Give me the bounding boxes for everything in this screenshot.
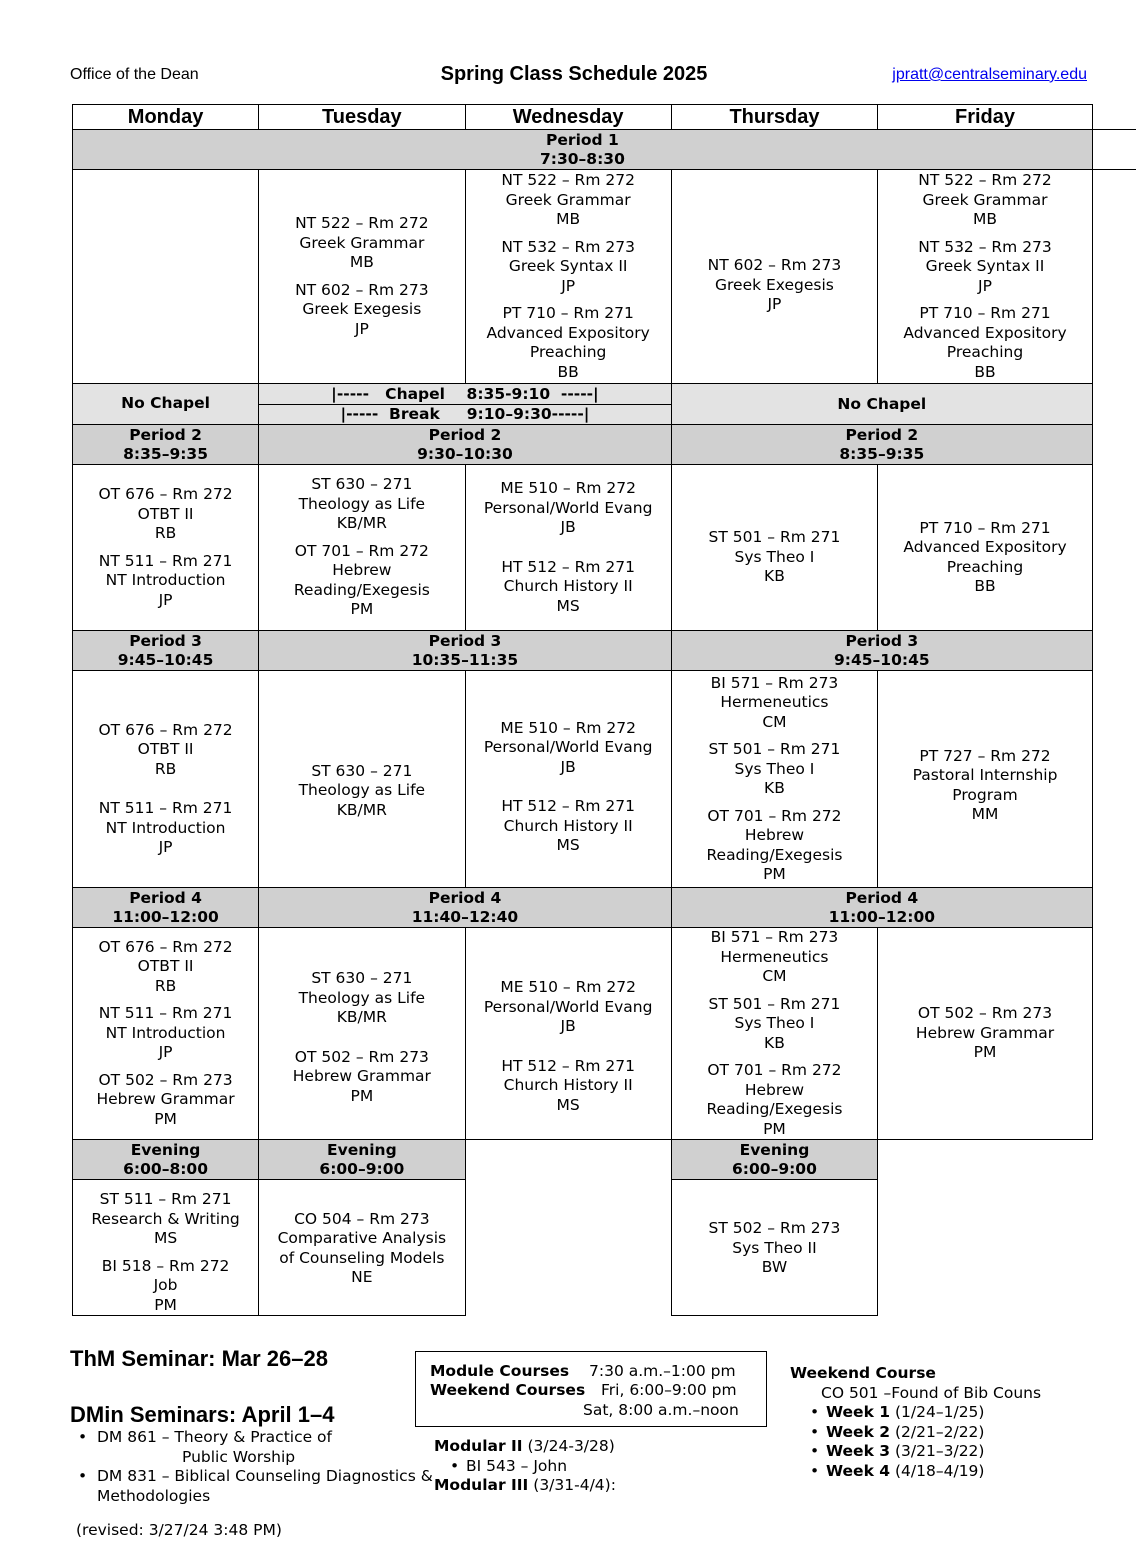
course-code: ST 511 – Rm 271: [99, 1190, 232, 1208]
list-item: • DM 861 – Theory & Practice of Public Worship: [78, 1428, 433, 1467]
course-detail: RB: [154, 759, 177, 778]
cell-p4-thu: [671, 928, 877, 1140]
period-3-header-thf: Period 3 9:45–10:45: [671, 631, 1092, 671]
cell-p4-fri: [878, 928, 1093, 1140]
course-code: PT 727 – Rm 272: [919, 746, 1051, 765]
course-detail: JP: [767, 295, 782, 314]
course-detail: NT Introduction: [105, 571, 226, 589]
course-detail: OTBT II: [137, 504, 194, 523]
period-3-header-mid: Period 3 10:35–11:35: [259, 631, 672, 671]
course-detail: Hebrew Grammar: [292, 1067, 431, 1085]
course-entry: [73, 938, 258, 997]
course-detail: Research & Writing: [91, 1209, 240, 1228]
course-detail: Advanced Expository: [903, 323, 1067, 342]
course-entry: [259, 542, 464, 620]
period-2-header-mid: Period 2 9:30–10:30: [259, 425, 672, 465]
course-detail: CM: [762, 967, 787, 985]
course-entry: [259, 1048, 464, 1107]
revised-note: (revised: 3/27/24 3:48 PM): [76, 1521, 282, 1539]
course-code: CO 504 – Rm 273: [294, 1209, 430, 1228]
cell-p2-wed: [465, 465, 671, 631]
cell-p4-tue: [259, 928, 465, 1140]
course-detail: JP: [158, 1043, 173, 1062]
course-detail: Sys Theo I: [734, 547, 815, 566]
course-detail: Hebrew: [744, 826, 805, 844]
course-entry: [878, 171, 1092, 230]
weekend-course: Weekend Course CO 501 –Found of Bib Couns • Week 1 (1/24–1/25) • Week 2 (2/21–2/22) • Week 3 (3/21–3/22) • Week 4 (4/18–4/19): [790, 1364, 1041, 1481]
course-code: ME 510 – Rm 272: [500, 978, 636, 996]
course-detail: PM: [763, 1119, 786, 1138]
course-detail: Greek Grammar: [922, 190, 1048, 209]
no-chapel-thu-fri: No Chapel: [671, 384, 1092, 425]
course-detail: Personal/World Evang: [483, 498, 653, 517]
course-detail: RB: [154, 524, 177, 542]
course-detail: BB: [557, 362, 579, 381]
course-code: OT 676 – Rm 272: [98, 720, 233, 739]
course-entry: [73, 721, 258, 780]
course-detail: JP: [354, 319, 369, 338]
course-entry: [73, 799, 258, 858]
day-header: Friday: [878, 105, 1093, 130]
course-detail: Hebrew: [332, 561, 392, 580]
course-entry: [878, 304, 1092, 382]
course-entry: [466, 797, 671, 856]
course-detail: Greek Grammar: [505, 190, 631, 209]
course-detail: KB: [764, 1033, 785, 1052]
course-entry: [672, 807, 877, 885]
modular-courses: Modular II (3/24-3/28) • BI 543 – John Modular III (3/31-4/4):: [434, 1437, 616, 1496]
course-code: OT 676 – Rm 272: [98, 485, 233, 503]
course-detail: BB: [974, 362, 996, 381]
course-detail: JP: [158, 590, 173, 609]
page-title: Spring Class Schedule 2025: [440, 63, 708, 85]
course-detail: NT Introduction: [105, 818, 226, 837]
dmin-list: [78, 1428, 433, 1506]
course-entry: [878, 1004, 1092, 1063]
course-detail: Preaching: [946, 557, 1024, 576]
course-detail: Theology as Life: [298, 988, 426, 1007]
course-detail: JP: [158, 838, 173, 856]
course-code: PT 710 – Rm 271: [919, 518, 1051, 537]
office-label: Office of the Dean: [70, 66, 199, 83]
course-entry: [466, 171, 671, 230]
course-detail: MS: [153, 1229, 178, 1247]
course-detail: Church History II: [503, 1076, 633, 1094]
course-code: ST 630 – 271: [311, 969, 413, 987]
course-entry: [672, 995, 877, 1054]
course-detail: Advanced Expository: [903, 538, 1067, 556]
course-code: ST 501 – Rm 271: [708, 528, 841, 547]
course-detail: Hebrew Grammar: [915, 1023, 1055, 1042]
course-code: OT 502 – Rm 273: [294, 1047, 429, 1066]
cell-p4-mon: [73, 928, 259, 1140]
course-entry: [73, 485, 258, 544]
course-entry: [466, 479, 671, 538]
course-entry: [73, 1190, 258, 1249]
course-detail: Program: [952, 785, 1018, 804]
course-detail: KB/MR: [336, 800, 387, 819]
list-item: • Week 1 (1/24–1/25): [790, 1403, 1041, 1423]
course-detail: PM: [973, 1043, 997, 1062]
course-detail: Sys Theo II: [732, 1238, 817, 1257]
course-detail: Greek Syntax II: [508, 257, 628, 275]
course-detail: RB: [154, 976, 177, 995]
course-code: NT 522 – Rm 272: [295, 214, 429, 232]
course-detail: CM: [762, 712, 787, 731]
course-code: NT 511 – Rm 271: [98, 551, 233, 570]
course-code: ST 501 – Rm 271: [708, 740, 841, 758]
cell-evening-thu: [671, 1180, 877, 1316]
list-item: • Week 3 (3/21–3/22): [790, 1442, 1041, 1462]
course-entry: [466, 304, 671, 382]
course-code: ME 510 – Rm 272: [500, 718, 636, 737]
course-code: NT 602 – Rm 273: [295, 280, 429, 299]
course-entry: [672, 256, 877, 315]
course-detail: Greek Exegesis: [715, 275, 834, 294]
cell-evening-mon: [73, 1180, 259, 1316]
period-4-header-mid: Period 4 11:40–12:40: [259, 888, 672, 928]
course-detail: NE: [351, 1268, 373, 1286]
course-entry: [466, 1057, 671, 1116]
course-detail: Personal/World Evang: [483, 997, 653, 1016]
dmin-seminars: DMin Seminars: April 1–4: [70, 1402, 335, 1427]
course-entry: [259, 214, 464, 273]
course-entry: [466, 978, 671, 1037]
course-detail: KB: [764, 567, 785, 586]
course-entry: [73, 1004, 258, 1063]
course-entry: [878, 238, 1092, 297]
course-entry: [466, 719, 671, 778]
course-detail: PM: [350, 600, 374, 619]
cell-p1-thu: [671, 170, 877, 384]
course-detail: Reading/Exegesis: [293, 580, 430, 599]
course-detail: Hebrew: [744, 1080, 805, 1099]
course-entry: [259, 281, 464, 340]
course-detail: Church History II: [503, 577, 633, 595]
course-entry: [73, 552, 258, 611]
course-code: BI 571 – Rm 273: [710, 673, 839, 692]
course-code: ST 502 – Rm 273: [708, 1219, 841, 1238]
course-detail: JB: [560, 757, 576, 776]
break-line: |----- Break 9:10–9:30-----|: [259, 404, 672, 425]
course-code: OT 502 – Rm 273: [98, 1070, 233, 1089]
list-item: • BI 543 – John: [434, 1457, 616, 1477]
course-detail: Preaching: [946, 343, 1024, 361]
cell-p1-tue: [259, 170, 465, 384]
course-detail: MB: [556, 210, 581, 228]
course-entry: [672, 1219, 877, 1278]
course-detail: Pastoral Internship: [912, 766, 1058, 784]
course-code: BI 518 – Rm 272: [101, 1256, 230, 1275]
course-detail: PM: [763, 865, 786, 883]
course-detail: MM: [971, 805, 999, 823]
course-detail: Greek Grammar: [299, 233, 425, 252]
course-code: OT 701 – Rm 272: [707, 806, 842, 825]
course-detail: Reading/Exegesis: [706, 1100, 843, 1118]
cell-p2-tue: [259, 465, 465, 631]
course-code: OT 676 – Rm 272: [98, 937, 233, 956]
period-3-header-mon: Period 3 9:45–10:45: [73, 631, 259, 671]
course-code: NT 511 – Rm 271: [98, 1004, 233, 1023]
course-code: NT 602 – Rm 273: [707, 256, 842, 275]
day-header: Wednesday: [465, 105, 671, 130]
course-detail: Greek Syntax II: [925, 257, 1045, 275]
course-detail: Comparative Analysis: [277, 1229, 447, 1247]
course-detail: MS: [556, 836, 580, 854]
cell-p2-mon: [73, 465, 259, 631]
course-detail: KB/MR: [336, 514, 387, 533]
course-detail: MS: [556, 1095, 580, 1114]
course-entry: [672, 1061, 877, 1139]
course-detail: BB: [974, 577, 996, 595]
evening-header-tue: Evening 6:00–9:00: [259, 1140, 465, 1180]
cell-p2-thu: [671, 465, 877, 631]
course-code: NT 511 – Rm 271: [98, 799, 233, 817]
cell-p3-wed: [465, 671, 671, 888]
course-detail: Hebrew Grammar: [96, 1090, 235, 1109]
cell-p1-mon: [73, 170, 259, 384]
course-entry: [73, 1257, 258, 1316]
list-item: • DM 831 – Biblical Counseling Diagnostics & Methodologies: [78, 1467, 433, 1506]
course-code: ME 510 – Rm 272: [500, 479, 636, 497]
module-times-box: Module Courses 7:30 a.m.–1:00 pm Weekend Courses Fri, 6:00–9:00 pm Sat, 8:00 a.m.–noon: [415, 1351, 767, 1427]
course-detail: NT Introduction: [105, 1023, 226, 1042]
course-entry: [672, 528, 877, 587]
period-2-header-thf: Period 2 8:35–9:35: [671, 425, 1092, 465]
course-detail: MB: [972, 210, 997, 228]
evening-header-thu: Evening 6:00–9:00: [671, 1140, 877, 1180]
course-code: ST 501 – Rm 271: [708, 994, 841, 1013]
thm-seminar: ThM Seminar: Mar 26–28: [70, 1346, 328, 1371]
course-code: BI 571 – Rm 273: [710, 928, 839, 946]
list-item: • Week 2 (2/21–2/22): [790, 1423, 1041, 1443]
course-detail: PM: [154, 1109, 177, 1128]
course-detail: JB: [560, 1017, 576, 1035]
course-entry: [466, 238, 671, 297]
course-detail: PM: [154, 1295, 177, 1314]
course-entry: [259, 475, 464, 534]
course-detail: JP: [978, 276, 992, 295]
course-detail: Job: [153, 1276, 178, 1294]
course-detail: MS: [556, 596, 580, 615]
course-entry: [73, 1071, 258, 1130]
course-entry: [878, 747, 1092, 825]
course-detail: Sys Theo I: [734, 759, 815, 778]
email-link[interactable]: jpratt@centralseminary.edu: [892, 66, 1087, 83]
course-entry: [672, 740, 877, 799]
course-detail: BW: [761, 1258, 788, 1277]
course-code: PT 710 – Rm 271: [502, 304, 634, 322]
course-code: NT 532 – Rm 273: [918, 237, 1052, 256]
schedule-table: [72, 104, 1136, 1316]
course-detail: Theology as Life: [298, 494, 426, 513]
course-detail: KB/MR: [336, 1008, 387, 1026]
course-detail: Church History II: [503, 816, 633, 835]
course-detail: KB: [764, 779, 785, 797]
course-code: NT 522 – Rm 272: [918, 171, 1052, 189]
course-detail: of Counseling Models: [279, 1248, 445, 1267]
course-code: OT 701 – Rm 272: [294, 541, 429, 560]
course-code: HT 512 – Rm 271: [501, 557, 635, 576]
cell-evening-tue: [259, 1180, 465, 1316]
course-detail: JP: [561, 276, 576, 295]
period-4-header-mon: Period 4 11:00–12:00: [73, 888, 259, 928]
course-entry: [259, 762, 464, 821]
no-chapel-mon: No Chapel: [73, 384, 259, 425]
course-code: OT 502 – Rm 273: [917, 1004, 1053, 1023]
course-detail: PM: [350, 1086, 374, 1105]
course-detail: Preaching: [529, 343, 607, 361]
period-4-header-thf: Period 4 11:00–12:00: [671, 888, 1092, 928]
course-detail: Greek Exegesis: [302, 300, 422, 318]
list-item: • Week 4 (4/18–4/19): [790, 1462, 1041, 1482]
course-detail: OTBT II: [137, 740, 194, 758]
cell-p1-fri: [878, 170, 1093, 384]
course-entry: [259, 1210, 464, 1288]
course-code: PT 710 – Rm 271: [919, 304, 1051, 322]
course-code: NT 532 – Rm 273: [501, 237, 635, 256]
course-entry: [672, 674, 877, 733]
course-code: OT 701 – Rm 272: [707, 1061, 842, 1079]
course-entry: [878, 519, 1092, 597]
period-1-header: Period 1 7:30–8:30: [73, 130, 1093, 170]
cell-p3-fri: [878, 671, 1093, 888]
evening-header-mon: Evening 6:00–8:00: [73, 1140, 259, 1180]
course-code: HT 512 – Rm 271: [501, 797, 635, 815]
course-code: ST 630 – 271: [311, 761, 413, 780]
cell-p1-wed: [465, 170, 671, 384]
course-detail: Personal/World Evang: [483, 738, 653, 756]
course-detail: MB: [349, 253, 374, 271]
course-detail: Sys Theo I: [734, 1014, 815, 1032]
cell-p2-fri: [878, 465, 1093, 631]
chapel-line: |----- Chapel 8:35-9:10 -----|: [259, 384, 672, 405]
course-detail: Hermeneutics: [720, 947, 829, 966]
course-code: NT 522 – Rm 272: [501, 171, 635, 189]
course-detail: OTBT II: [137, 957, 194, 976]
course-entry: [672, 928, 877, 987]
cell-p3-thu: [671, 671, 877, 888]
day-header: Tuesday: [259, 105, 465, 130]
day-header: Monday: [73, 105, 259, 130]
cell-p4-wed: [465, 928, 671, 1140]
course-entry: [466, 558, 671, 617]
course-detail: Advanced Expository: [486, 323, 650, 342]
course-entry: [259, 969, 464, 1028]
course-detail: JB: [560, 518, 576, 536]
course-code: ST 630 – 271: [311, 475, 413, 494]
cell-p3-mon: [73, 671, 259, 888]
cell-p3-tue: [259, 671, 465, 888]
course-detail: Theology as Life: [298, 781, 426, 800]
period-2-header-mon: Period 2 8:35–9:35: [73, 425, 259, 465]
day-header: Thursday: [671, 105, 877, 130]
course-code: HT 512 – Rm 271: [501, 1056, 635, 1075]
course-detail: Hermeneutics: [720, 693, 829, 711]
course-detail: Reading/Exegesis: [706, 845, 843, 864]
